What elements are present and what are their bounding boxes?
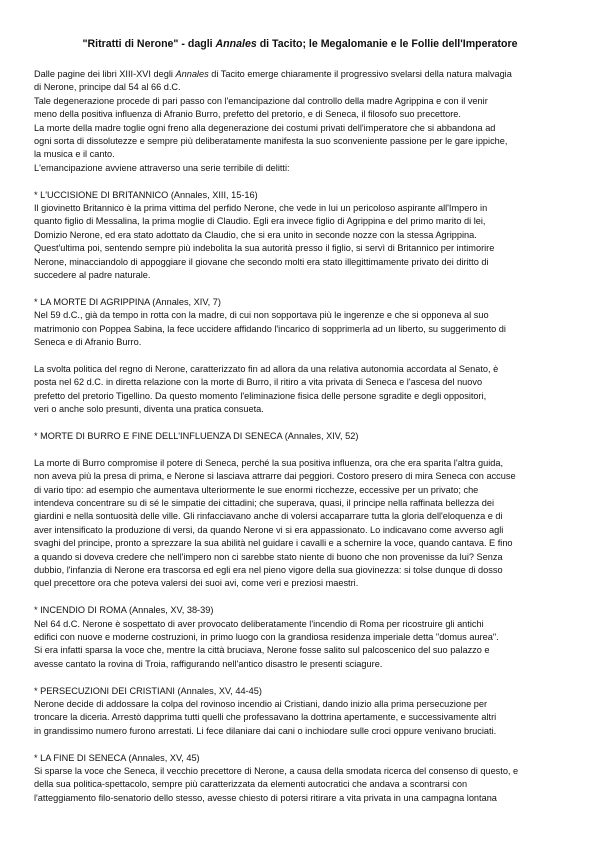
section-heading: * LA MORTE DI AGRIPPINA (Annales, XIV, 7) xyxy=(34,296,221,307)
text-line: edifici con nuove e moderne costruzioni, in primo luogo con la grandiosa residenza imperiale detta "domus aurea". xyxy=(34,631,499,642)
intro-text-2: di Tacito emerge chiaramente il progressivo svelarsi della natura malvagia xyxy=(208,69,512,79)
text-line: Si era infatti sparsa la voce che, mentre la città bruciava, Nerone fosse salito sul palcoscenico del suo palazzo e xyxy=(34,645,490,656)
text-line: Tale degenerazione procede di pari passo con l'emancipazione dal controllo della madre Agrippina e con il venir xyxy=(34,95,488,106)
text-line: succedere al padre naturale. xyxy=(34,270,151,281)
text-line: ogni sorta di dissolutezze e sempre più deliberatamente manifesta la suo sconveniente passione per le gare ippiche, xyxy=(34,136,508,147)
section-heading: * PERSECUZIONI DEI CRISTIANI (Annales, XV, 44-45) xyxy=(34,685,262,696)
section-heading: * INCENDIO DI ROMA (Annales, XV, 38-39) xyxy=(34,605,214,616)
text-line: Si sparse la voce che Seneca, il vecchio precettore di Nerone, a causa della smodata ricerca del consenso di questo, e xyxy=(34,766,519,776)
paragraph-gap xyxy=(34,350,566,363)
text-line: La morte di Burro compromise il potere di Seneca, perché la sua positiva influenza, ora che era sparita l'altra guida, xyxy=(34,457,504,468)
title-text-1: "Ritratti di Nerone" - dagli xyxy=(82,38,216,50)
text-line: intendeva concentrare su di sé le simpatie dei cittadini; che superava, quasi, il principe nella raffinata bellezza dei xyxy=(34,497,494,508)
text-line: meno della positiva influenza di Afranio Burro, prefetto del pretorio, e di Seneca, il filosofo suo precettore. xyxy=(34,109,461,120)
document-title xyxy=(34,38,566,51)
section-heading: * L'UCCISIONE DI BRITANNICO (Annales, XIII, 15-16) xyxy=(34,189,258,200)
text-line: Nerone, minacciandolo di appoggiare il giovane che secondo molti era stato illegittimamente privato dei diritto di xyxy=(34,256,489,267)
intro-paragraph xyxy=(34,68,566,175)
text-line: matrimonio con Poppea Sabina, la fece uccidere affidando l'incarico di sopprimerla ad un liberto, su suggerimento di xyxy=(34,323,506,334)
title-text-2: di Tacito; le Megalomanie e le Follie dell'Imperatore xyxy=(256,38,518,50)
text-line: Nel 64 d.C. Nerone è sospettato di aver provocato deliberatamente l'incendio di Roma per ricostruire gli antichi xyxy=(34,618,484,629)
text-line: La morte della madre toglie ogni freno alla degenerazione dei costumi privati dell'imperatore che si abbandona ad xyxy=(34,122,496,133)
section-agrippina xyxy=(34,296,566,350)
text-line: aver intensificato la produzione di versi, da quando Nerone vi si era appassionato. Lo indicavano come avverso agli xyxy=(34,524,504,535)
text-line: Nel 59 d.C., già da tempo in rotta con la madre, di cui non sopportava più le ingerenze e che si opponeva al suo xyxy=(34,310,489,321)
text-line: giardini e nella sontuosità delle ville. Gli rinfacciavano anche di volersi accaparrare tutta la gloria dell'eloquenza e di xyxy=(34,511,503,522)
text-line: svaghi del principe, pronto a sprezzare la sua abilità nel guidare i cavalli e a schernire la voce, quando cantava. E fino xyxy=(34,538,513,549)
text-line: troncare la diceria. Arrestò dapprima tutti quelli che professavano la dottrina apertamente, e successivamente altri xyxy=(34,712,497,723)
intro-text-1: Dalle pagine dei libri XIII-XVI degli xyxy=(34,69,176,79)
text-line: la musica e il canto. xyxy=(34,149,115,160)
text-line: in grandissimo numero furono arrestati. Li fece dilaniare dai cani o inchiodare sulle croci oppure venivano bruciati. xyxy=(34,725,497,736)
section-heading: * MORTE DI BURRO E FINE DELL'INFLUENZA DI SENECA (Annales, XIV, 52) xyxy=(34,430,359,441)
paragraph-gap xyxy=(34,738,566,751)
text-line: prefetto del pretorio Tigellino. Da questo momento l'eliminazione fisica delle persone sgradite e degli oppositori, xyxy=(34,390,487,401)
text-line: di Nerone, principe dal 54 al 66 d.C. xyxy=(34,82,181,93)
text-line: L'emancipazione avviene attraverso una serie terribile di delitti: xyxy=(34,162,290,173)
text-line: l'atteggiamento filo-senatorio dello stesso, avesse chiesto di potersi ritirare a vita privata in una campagna lontana xyxy=(34,792,497,803)
text-line: Nerone decide di addossare la colpa del rovinoso incendio ai Cristiani, dando inizio alla prima persecuzione per xyxy=(34,698,488,709)
section-seneca xyxy=(34,752,566,806)
text-line: di vario tipo: ad esempio che aumentava ulteriormente le sue enormi ricchezze, eccessive per un privato; che xyxy=(34,484,479,495)
text-line: quel precettore ora che poteva valersi dei suoi avi, come veri e preziosi maestri. xyxy=(34,578,359,589)
text-line: quanto figlio di Messalina, la prima moglie di Claudio. Egli era invece figlio di Agrippina e del primo marito di lei, xyxy=(34,216,486,227)
text-line: a quando si doveva credere che nell'impero non ci sarebbe stato niente di buono che non provenisse da lui? Senza xyxy=(34,551,503,562)
intro-italic-annales: Annales xyxy=(175,69,209,79)
paragraph-gap xyxy=(34,282,566,295)
text-line xyxy=(34,68,566,81)
section-heading: * LA FINE DI SENECA (Annales, XV, 45) xyxy=(34,752,200,763)
section-britannico xyxy=(34,189,566,283)
section-burro xyxy=(34,457,566,591)
paragraph-gap xyxy=(34,671,566,684)
text-line: veri o anche solo presunti, diventa una pratica consueta. xyxy=(34,404,264,415)
text-line: La svolta politica del regno di Nerone, caratterizzato fin ad allora da una relativa autonomia accordata al Senato, è xyxy=(34,363,499,374)
title-italic-annales: Annales xyxy=(215,38,257,50)
text-line: avesse cantato la rovina di Troia, raffigurando nell'antico disastro le presenti sciagure. xyxy=(34,658,383,669)
section-incendio xyxy=(34,604,566,671)
text-line: dubbio, l'infanzia di Nerone era trascorsa ed egli era nel pieno vigore della sua giovinezza: si tolse dunque di dosso xyxy=(34,564,503,575)
paragraph-gap xyxy=(34,443,566,456)
text-line: non aveva più la presa di prima, e Nerone si lasciava attrarre dai peggiori. Costoro presero di mira Seneca con accuse xyxy=(34,471,516,482)
text-line: Quest'ultima poi, sentendo sempre più indebolita la sua autorità presso il figlio, si servì di Britannico per intimorire xyxy=(34,243,495,254)
section-burro-heading-paragraph xyxy=(34,430,566,443)
text-line: Domizio Nerone, ed era stato adottato da Claudio, che si era unito in seconde nozze con la stessa Agrippina. xyxy=(34,229,477,240)
text-line: della sua politica-spettacolo, sempre più caratterizzata da elementi autocratici che andava a scontrarsi con xyxy=(34,779,468,790)
section-cristiani xyxy=(34,685,566,739)
paragraph-gap xyxy=(34,591,566,604)
svolta-paragraph xyxy=(34,363,566,417)
paragraph-gap xyxy=(34,417,566,430)
text-line: Seneca e di Afranio Burro. xyxy=(34,337,142,348)
text-line: Il giovinetto Britannico è la prima vittima del perfido Nerone, che vede in lui un pericoloso aspirante all'Impero in xyxy=(34,203,488,214)
paragraph-gap xyxy=(34,175,566,188)
text-line: posta nel 62 d.C. in diretta relazione con la morte di Burro, il ritiro a vita privata di Seneca e l'ascesa del nuovo xyxy=(34,377,483,388)
